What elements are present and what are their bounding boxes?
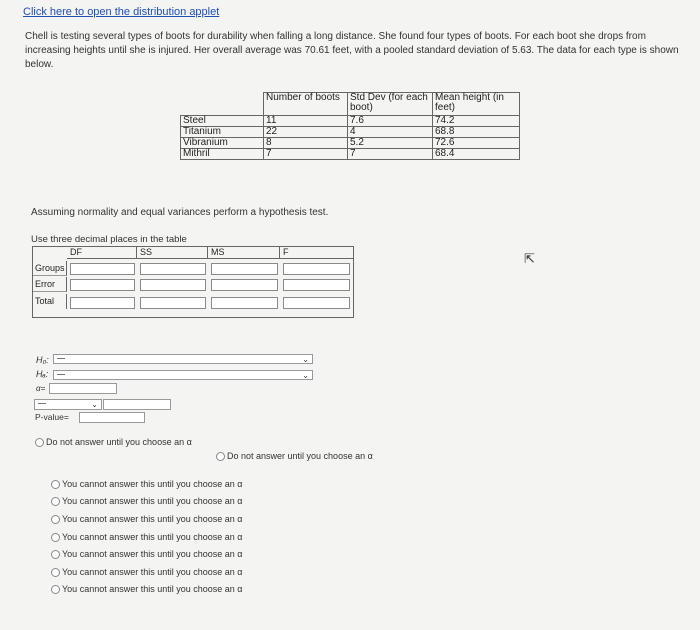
answer-option-label: You cannot answer this until you choose an α bbox=[62, 479, 243, 489]
table-cell: 74.2 bbox=[433, 116, 520, 127]
total-ms-input[interactable] bbox=[211, 297, 278, 309]
mouse-cursor-icon: ⇱ bbox=[524, 251, 535, 266]
alpha-choice-left[interactable] bbox=[35, 437, 192, 447]
problem-text: Chell is testing several types of boots for durability when falling a long distance. She found four types of boots. For each boot she drops from increasing heights until she is injured. Her overall average was 70.61 feet, with a pooled standard deviation of 5.63. The data for each type is shown below. bbox=[25, 31, 679, 70]
test-statistic-input[interactable] bbox=[103, 399, 171, 410]
answer-option[interactable] bbox=[51, 496, 243, 506]
pvalue-input[interactable] bbox=[79, 412, 145, 423]
decimals-instruction: Use three decimal places in the table bbox=[31, 234, 187, 245]
dash-placeholder bbox=[38, 403, 46, 404]
table-header-row bbox=[181, 93, 520, 116]
anova-row-label-error: Error bbox=[33, 277, 67, 292]
chevron-down-icon: ⌄ bbox=[302, 371, 309, 380]
table-cell: 72.6 bbox=[433, 138, 520, 149]
table-header-cell: Std Dev (for each boot) bbox=[348, 93, 433, 116]
table-cell: 7.6 bbox=[348, 116, 433, 127]
h0-label: H₀: bbox=[36, 355, 49, 365]
groups-f-input[interactable] bbox=[283, 263, 350, 275]
pvalue-label: P-value= bbox=[35, 412, 69, 422]
answer-option-label: You cannot answer this until you choose an α bbox=[62, 532, 243, 542]
table-cell: Mithril bbox=[181, 149, 264, 160]
total-f-input[interactable] bbox=[283, 297, 350, 309]
groups-ss-input[interactable] bbox=[140, 263, 206, 275]
distribution-applet-link[interactable]: Click here to open the distribution applet bbox=[23, 6, 220, 18]
answer-option[interactable] bbox=[51, 567, 243, 577]
chevron-down-icon: ⌄ bbox=[91, 400, 98, 409]
total-ss-input[interactable] bbox=[140, 297, 206, 309]
answer-option[interactable] bbox=[51, 479, 243, 489]
alpha-input[interactable] bbox=[49, 383, 117, 394]
alpha-choice-right[interactable] bbox=[216, 451, 373, 461]
h0-select[interactable] bbox=[53, 354, 313, 364]
answer-option-label: You cannot answer this until you choose an α bbox=[62, 496, 243, 506]
table-cell: Vibranium bbox=[181, 138, 264, 149]
table-header-cell bbox=[181, 93, 264, 116]
answer-option-label: You cannot answer this until you choose an α bbox=[62, 549, 243, 559]
anova-header-ss: SS bbox=[137, 247, 208, 259]
radio-icon bbox=[216, 452, 225, 461]
ha-select[interactable] bbox=[53, 370, 313, 380]
chevron-down-icon: ⌄ bbox=[302, 355, 309, 364]
table-row bbox=[181, 149, 520, 160]
alpha-choice-right-label: Do not answer until you choose an α bbox=[227, 451, 373, 461]
table-cell: 7 bbox=[264, 149, 348, 160]
boot-data-table bbox=[180, 92, 520, 160]
table-cell: 11 bbox=[264, 116, 348, 127]
radio-icon bbox=[51, 497, 60, 506]
answer-option[interactable] bbox=[51, 514, 243, 524]
anova-header-df: DF bbox=[67, 247, 137, 259]
error-ms-input[interactable] bbox=[211, 279, 278, 291]
answer-option[interactable] bbox=[51, 532, 243, 542]
answer-option-label: You cannot answer this until you choose an α bbox=[62, 514, 243, 524]
table-row bbox=[181, 127, 520, 138]
table-cell: Titanium bbox=[181, 127, 264, 138]
dash-placeholder bbox=[57, 374, 65, 375]
answer-option-label: You cannot answer this until you choose an α bbox=[62, 584, 243, 594]
table-header-cell: Number of boots bbox=[264, 93, 348, 116]
alpha-label: α= bbox=[36, 384, 46, 393]
table-row bbox=[181, 138, 520, 149]
anova-table bbox=[32, 246, 354, 318]
groups-df-input[interactable] bbox=[70, 263, 135, 275]
radio-icon bbox=[51, 568, 60, 577]
table-row bbox=[181, 116, 520, 127]
answer-option[interactable] bbox=[51, 549, 243, 559]
error-f-input[interactable] bbox=[283, 279, 350, 291]
groups-ms-input[interactable] bbox=[211, 263, 278, 275]
dash-placeholder bbox=[57, 358, 65, 359]
table-cell: 4 bbox=[348, 127, 433, 138]
radio-icon bbox=[51, 480, 60, 489]
answer-option[interactable] bbox=[51, 584, 243, 594]
table-cell: 5.2 bbox=[348, 138, 433, 149]
radio-icon bbox=[51, 515, 60, 524]
answer-option-label: You cannot answer this until you choose an α bbox=[62, 567, 243, 577]
assumption-text: Assuming normality and equal variances perform a hypothesis test. bbox=[31, 207, 329, 218]
radio-icon bbox=[35, 438, 44, 447]
table-header-cell: Mean height (in feet) bbox=[433, 93, 520, 116]
error-ss-input[interactable] bbox=[140, 279, 206, 291]
test-statistic-select[interactable] bbox=[34, 399, 102, 410]
total-df-input[interactable] bbox=[70, 297, 135, 309]
anova-header-ms: MS bbox=[208, 247, 280, 259]
table-cell: 22 bbox=[264, 127, 348, 138]
radio-icon bbox=[51, 533, 60, 542]
table-cell: 8 bbox=[264, 138, 348, 149]
radio-icon bbox=[51, 550, 60, 559]
alpha-choice-left-label: Do not answer until you choose an α bbox=[46, 437, 192, 447]
anova-row-label-total: Total bbox=[33, 294, 67, 309]
ha-label: Hₐ: bbox=[36, 369, 49, 379]
table-cell: 68.8 bbox=[433, 127, 520, 138]
anova-row-label-groups: Groups bbox=[33, 261, 67, 276]
table-cell: 7 bbox=[348, 149, 433, 160]
table-cell: 68.4 bbox=[433, 149, 520, 160]
error-df-input[interactable] bbox=[70, 279, 135, 291]
table-cell: Steel bbox=[181, 116, 264, 127]
anova-header-f: F bbox=[280, 247, 353, 259]
radio-icon bbox=[51, 585, 60, 594]
